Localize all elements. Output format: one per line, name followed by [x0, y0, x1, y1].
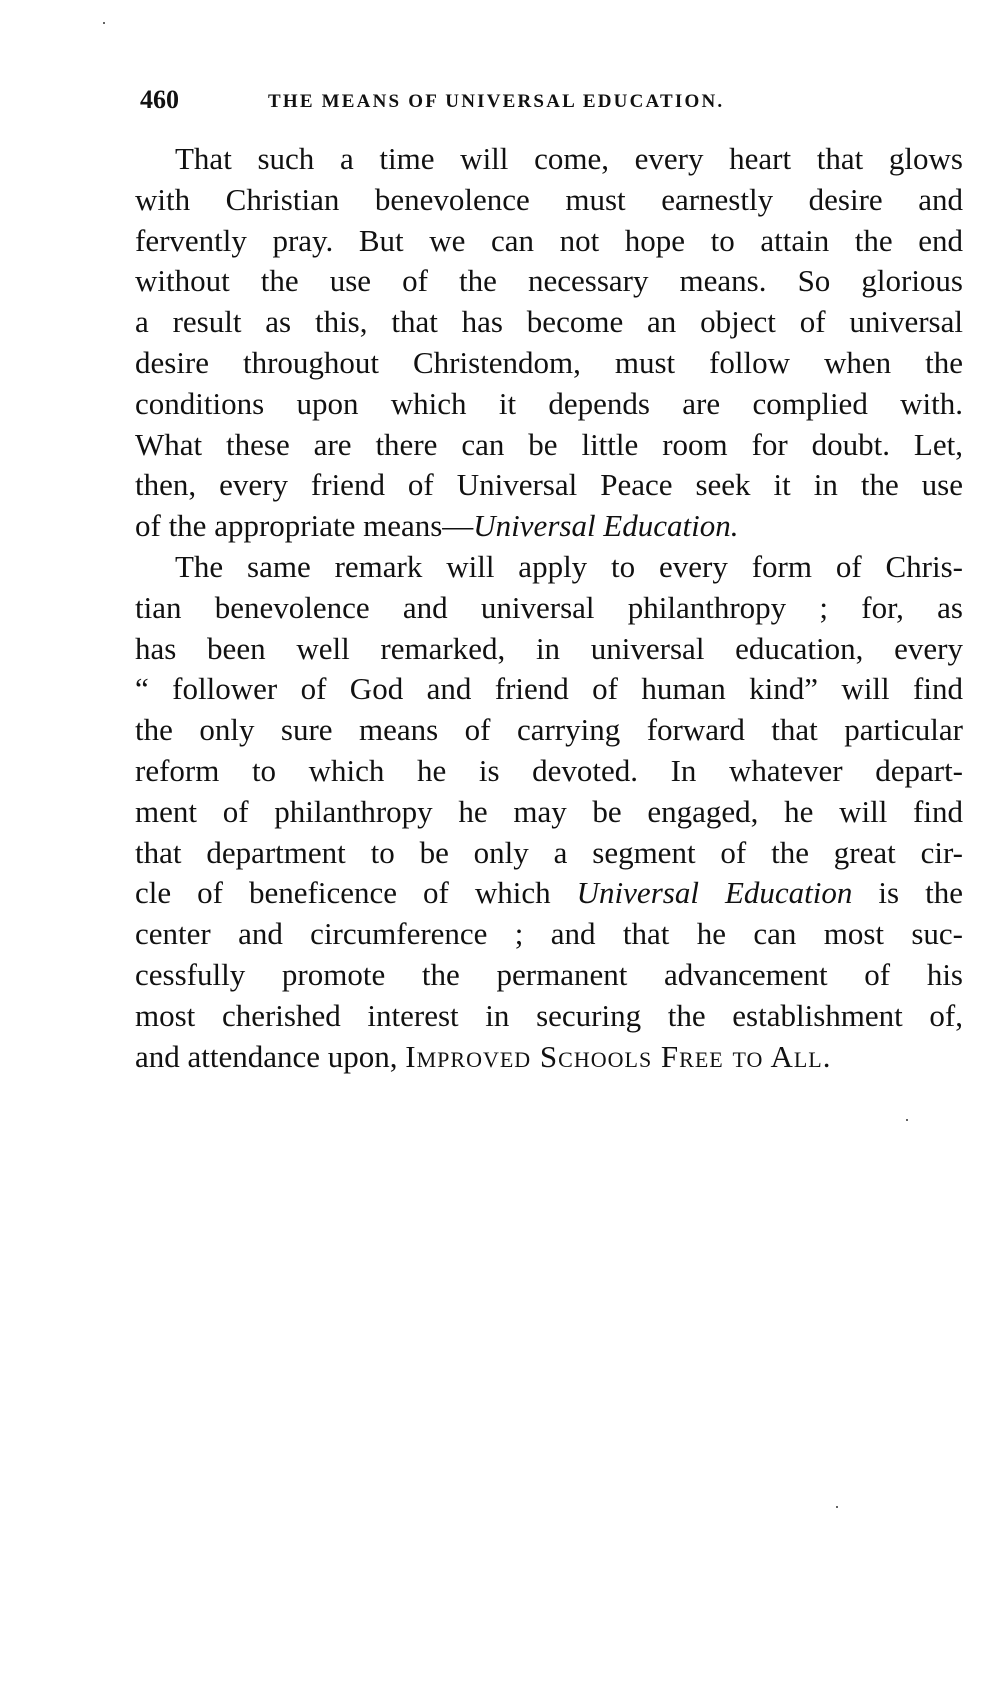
scan-speck	[103, 22, 105, 24]
paragraph-2	[135, 547, 963, 1077]
body-text	[135, 139, 963, 1077]
text-line: a result as this, that has become an object of universal	[135, 304, 963, 340]
text-line: fervently pray. But we can not hope to attain the end	[135, 222, 963, 258]
text-line: with Christian benevolence must earnestly desire and	[135, 181, 963, 217]
text-line: that department to be only a segment of the great cir-	[135, 834, 963, 870]
italic-emphasis: Universal Education.	[473, 508, 739, 544]
scan-speck	[906, 1119, 908, 1121]
paragraph-1	[135, 139, 963, 547]
text-line	[135, 1037, 963, 1078]
running-title: THE MEANS OF UNIVERSAL EDUCATION.	[268, 91, 725, 112]
text-line: What these are there can be little room for doubt. Let,	[135, 426, 963, 462]
text-line: has been well remarked, in universal education, every	[135, 630, 963, 666]
page-header	[140, 82, 960, 122]
text-line: The same remark will apply to every form of Chris-	[175, 548, 963, 584]
text-line: the only sure means of carrying forward that particular	[135, 712, 963, 748]
text-line	[135, 506, 963, 547]
scan-speck	[836, 1506, 838, 1508]
text-run: and attendance upon,	[135, 1038, 406, 1074]
text-run: is the	[852, 875, 963, 911]
text-line: “ follower of God and friend of human kind” will find	[135, 671, 963, 707]
text-line: tian benevolence and universal philanthropy ; for, as	[135, 589, 963, 625]
small-caps-emphasis: Improved Schools Free to All.	[405, 1038, 832, 1074]
text-line: then, every friend of Universal Peace seek it in the use	[135, 467, 963, 503]
text-line: without the use of the necessary means. So glorious	[135, 263, 963, 299]
page-number: 460	[140, 85, 179, 114]
text-line: cessfully promote the permanent advancement of his	[135, 956, 963, 992]
text-line: center and circumference ; and that he can most suc-	[135, 916, 963, 952]
text-line: That such a time will come, every heart that glows	[175, 141, 963, 176]
text-run: of the appropriate means—	[135, 508, 474, 544]
text-run: cle of beneficence of which	[135, 875, 577, 911]
text-line: reform to which he is devoted. In whatever depart-	[135, 752, 963, 788]
text-line: most cherished interest in securing the establishment of,	[135, 997, 963, 1033]
italic-emphasis: Universal Education	[576, 875, 853, 911]
text-line	[135, 873, 963, 914]
text-line: ment of philanthropy he may be engaged, he will find	[135, 793, 963, 829]
text-line: desire throughout Christendom, must follow when the	[135, 344, 963, 380]
text-line: conditions upon which it depends are complied with.	[135, 385, 963, 421]
